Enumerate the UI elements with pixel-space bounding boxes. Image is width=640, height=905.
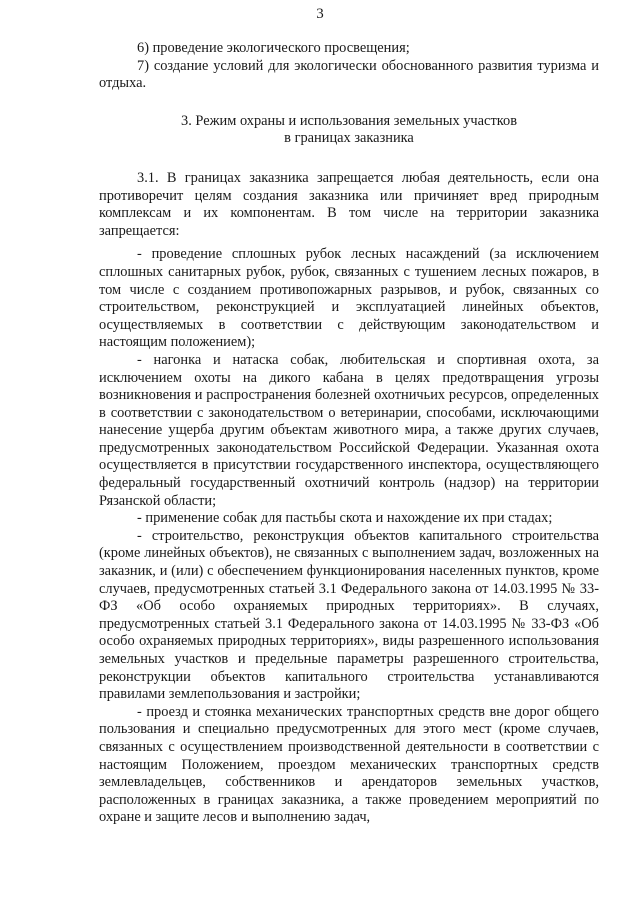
list-item-7: 7) создание условий для экологически обоснованного развития туризма и отдыха. (99, 57, 599, 92)
list-item-6: 6) проведение экологического просвещения; (137, 40, 410, 56)
prohibition-vehicles: - проезд и стоянка механических транспортных средств вне дорог общего пользования и специально предусмотренных для этого мест (кроме случаев, связанных с осуществлением производственной деятельности в соответствии с настоящим Положением, проездом механических транспортных средств землевладельцев, собственников и арендаторов земельных участков, расположенных в границах заказника, а также проведением мероприятий по охране и защите лесов и выполнению задач, (99, 703, 599, 826)
page-number: 3 (316, 6, 324, 22)
prohibition-construction: - строительство, реконструкция объектов капитального строительства (кроме линейных объектов), не связанных с выполнением задач, возложенных на заказник, и (или) с обеспечением функционирования населенных пунктов, кроме случаев, предусмотренных статьей 3.1 Федерального закона от 14.03.1995 № 33-ФЗ «Об особо охраняемых природных территориях». В случаях, предусмотренных статьей 3.1 Федерального закона от 14.03.1995 № 33-ФЗ «Об особо охраняемых природных территориях», виды разрешенного использования земельных участков и предельные параметры разрешенного строительства, реконструкции объектов капитального строительства устанавливаются правилами землепользования и застройки; (99, 527, 599, 703)
section-heading (99, 113, 599, 148)
section-heading-line-2: в границах заказника (284, 130, 414, 147)
paragraph-3-1: 3.1. В границах заказника запрещается любая деятельность, если она противоречит целям создания заказника или причиняет вред природным комплексам и их компонентам. В том числе на территории заказника запрещается: (99, 169, 599, 239)
prohibition-hunting: - нагонка и натаска собак, любительская и спортивная охота, за исключением охоты на дикого кабана в целях предотвращения угрозы возникновения и распространения болезней охотничьих ресурсов, определенных в соответствии с законодательством о ветеринарии, способами, исключающими нанесение ущерба другим объектам животного мира, а также других случаев, предусмотренных законодательством Российской Федерации. Указанная охота осуществляется в присутствии государственного инспектора, осуществляющего федеральный государственный охотничий контроль (надзор) на территории Рязанской области; (99, 351, 599, 509)
document-body (99, 40, 599, 827)
prohibition-logging: - проведение сплошных рубок лесных насаждений (за исключением сплошных санитарных рубок, рубок, связанных с тушением лесных пожаров, в том числе с созданием противопожарных разрывов, и рубок, связанных со строительством, реконструкцией и эксплуатацией линейных объектов, осуществляемых в соответствии с действующим законодательством и настоящим положением); (99, 246, 599, 351)
section-heading-line-1: 3. Режим охраны и использования земельных участков (181, 112, 517, 129)
prohibition-dogs: - применение собак для пастьбы скота и нахождение их при стадах; (137, 510, 553, 527)
